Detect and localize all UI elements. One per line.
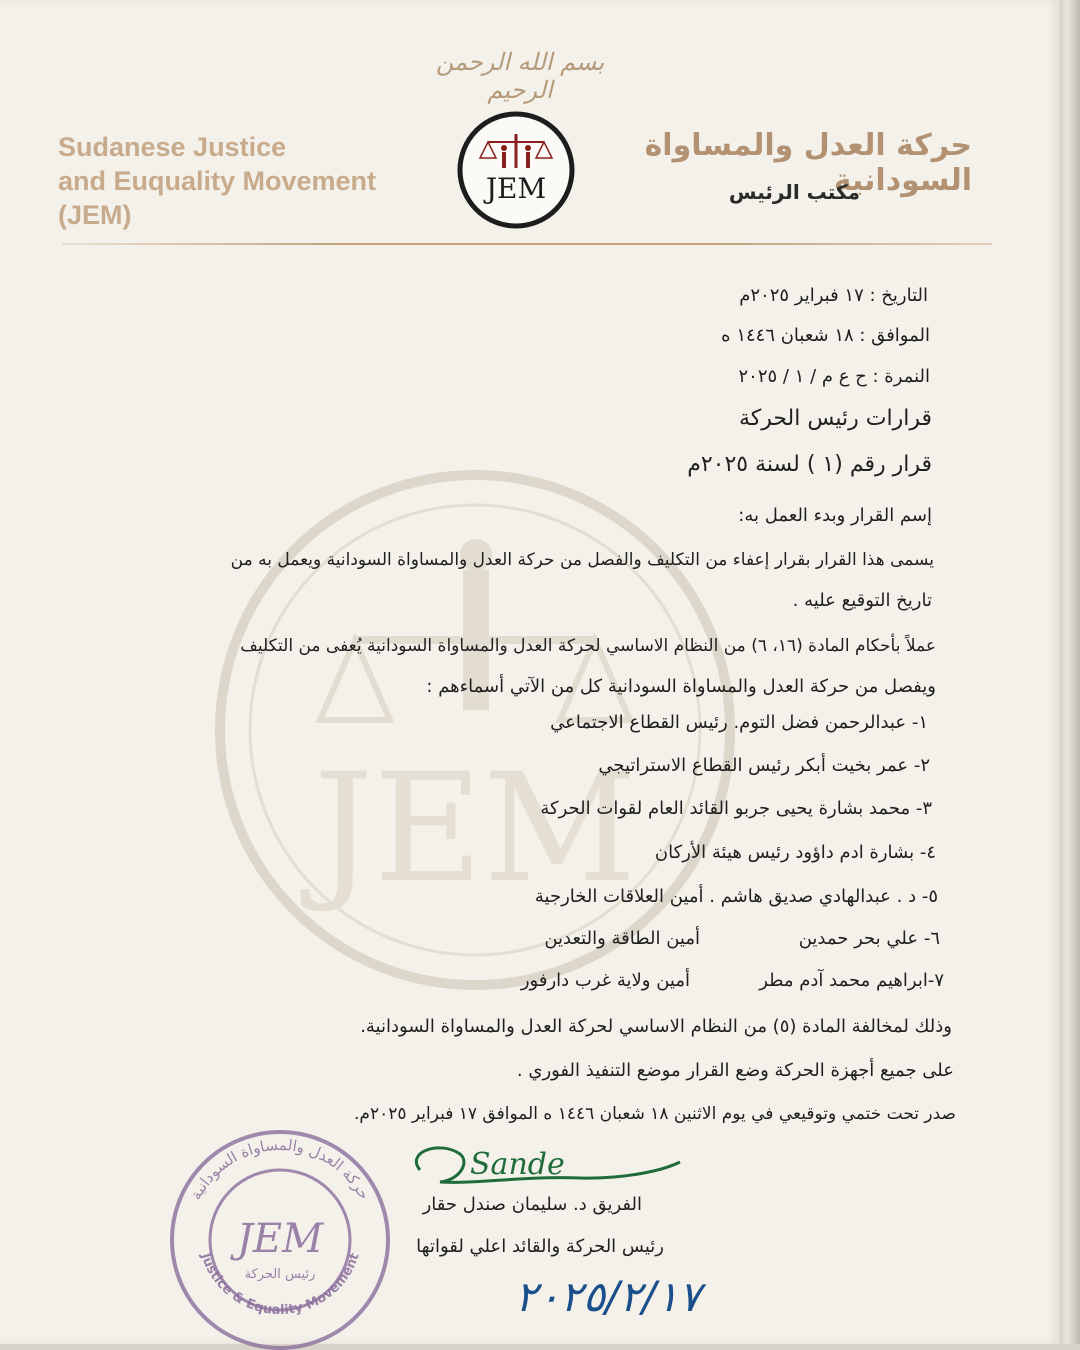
org-name-english-line1: Sudanese Justice bbox=[58, 132, 287, 162]
org-name-english-line2: and Euquality Movement (JEM) bbox=[58, 166, 377, 230]
list-item: ٣- محمد بشارة يحيى جربو القائد العام لقوات الحركة bbox=[540, 798, 932, 819]
paragraph-2-line-2: ويفصل من حركة العدل والمساواة السودانية كل من الآتي أسماءهم : bbox=[426, 676, 936, 697]
reference-number: النمرة : ح ع م / ١ / ٢٠٢٥ bbox=[738, 366, 930, 387]
paragraph-4: على جميع أجهزة الحركة وضع القرار موضع التنفيذ الفوري . bbox=[516, 1060, 954, 1081]
paragraph-2-line-1: عملاً بأحكام المادة (١٦، ٦) من النظام الاساسي لحركة العدل والمساواة السودانية يُعفى من التكليف bbox=[240, 636, 936, 656]
stamp-sub-text: رئيس الحركة bbox=[244, 1267, 316, 1282]
paragraph-3: وذلك لمخالفة المادة (٥) من النظام الاساسي لحركة العدل والمساواة السودانية. bbox=[360, 1016, 952, 1037]
header-divider bbox=[62, 243, 992, 245]
page-edge-shadow bbox=[1058, 0, 1080, 1344]
signature-word: Sande bbox=[470, 1147, 565, 1182]
hijri-date-line: الموافق : ١٨ شعبان ١٤٤٦ ه bbox=[721, 325, 930, 346]
signatory-name: الفريق د. سليمان صندل حقار bbox=[422, 1194, 642, 1215]
signatory-title: رئيس الحركة والقائد اعلي لقواتها bbox=[416, 1236, 664, 1257]
list-item: ٤- بشارة ادم داؤود رئيس هيئة الأركان bbox=[654, 842, 936, 863]
stamp-ring-english: Justice & Equality Movement bbox=[197, 1251, 363, 1319]
decisions-heading: قرارات رئيس الحركة bbox=[738, 406, 932, 431]
paragraph-1-line-2: تاريخ التوقيع عليه . bbox=[792, 590, 932, 611]
list-item: ٢- عمر بخيت أبكر رئيس القطاع الاستراتيجي bbox=[598, 755, 930, 776]
paragraph-5: صدر تحت ختمي وتوقيعي في يوم الاثنين ١٨ شعبان ١٤٤٦ ه الموافق ١٧ فبراير ٢٠٢٥م. bbox=[354, 1104, 956, 1124]
list-item-7-name: ٧-ابراهيم محمد آدم مطر bbox=[759, 970, 944, 991]
date-line: التاريخ : ١٧ فبراير ٢٠٢٥م bbox=[739, 285, 928, 306]
section-label: إسم القرار وبدء العمل به: bbox=[738, 505, 932, 526]
list-item-6-role: أمين الطاقة والتعدين bbox=[544, 928, 700, 949]
org-name-english bbox=[58, 130, 438, 232]
list-item-6-name: ٦- علي بحر حمدين bbox=[798, 928, 940, 949]
official-stamp bbox=[160, 1120, 400, 1350]
list-item-7-role: أمين ولاية غرب دارفور bbox=[520, 970, 690, 991]
org-name-arabic: حركة العدل والمساواة السودانية bbox=[644, 128, 972, 198]
jem-logo bbox=[456, 110, 576, 230]
signature bbox=[400, 1132, 690, 1192]
handwritten-date: ٢٠٢٥/٢/١٧ bbox=[514, 1272, 702, 1321]
office-name: مكتب الرئيس bbox=[728, 180, 860, 204]
logo-text: JEM bbox=[485, 172, 547, 205]
svg-text:JEM: JEM bbox=[313, 742, 637, 916]
decision-number: قرار رقم (١ ) لسنة ٢٠٢٥م bbox=[687, 452, 932, 477]
list-item: ١- عبدالرحمن فضل التوم. رئيس القطاع الاجتماعي bbox=[550, 712, 928, 733]
list-item: ٥- د . عبدالهادي صديق هاشم . أمين العلاقات الخارجية bbox=[534, 886, 938, 907]
basmala: بسم الله الرحمن الرحيم bbox=[435, 48, 605, 104]
stamp-center-text: JEM bbox=[236, 1216, 324, 1262]
paragraph-1-line-1: يسمى هذا القرار بقرار إعفاء من التكليف والفصل من حركة العدل والمساواة السودانية ويعمل به من bbox=[230, 550, 934, 570]
stamp-ring-arabic: حركة العدل والمساواة السودانية bbox=[186, 1135, 374, 1203]
